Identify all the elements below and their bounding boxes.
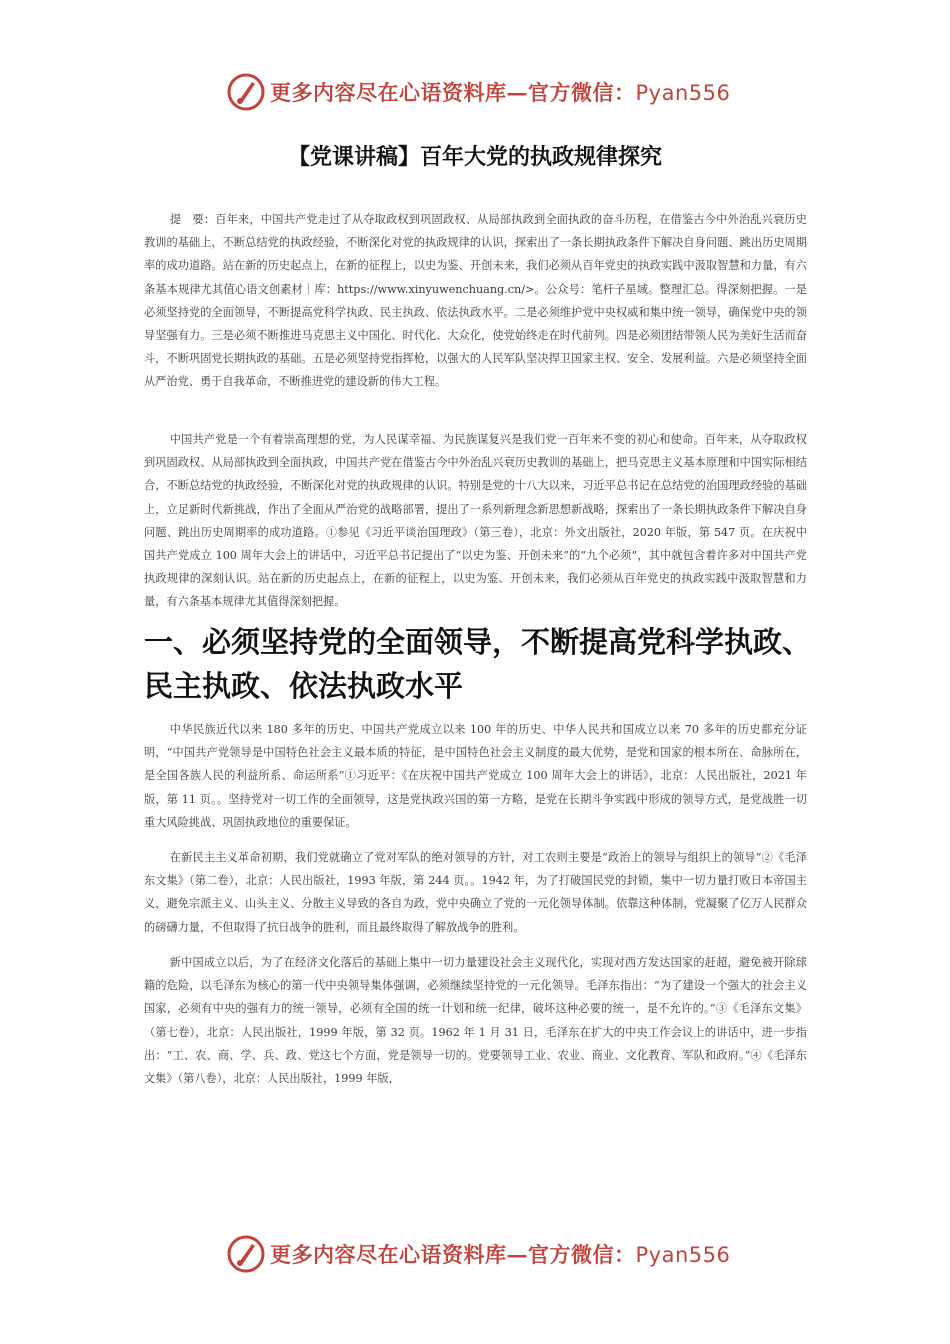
section1-paragraph-3: 新中国成立以后，为了在经济文化落后的基础上集中一切力量建设社会主义现代化，实现对西方发达国家的赶超，避免被开除球籍的危险，以毛泽东为核心的第一代中央领导集体强调，必须继续坚持党的一元化领导。毛泽东指出：“为了建设一个强大的社会主义国家，必须有中央的强有力的统一领导，必须有全国的统一计划和统一纪律，破坏这种必要的统一，是不允许的。”③《毛泽东文集》（第七卷），北京：人民出版社，1999 年版，第 32 页。1962 年 1 月 31 日，毛泽东在扩大的中央工作会议上的讲话中，进一步指出：“工、农、商、学、兵、政、党这七个方面，党是领导一切的。党要领导工业、农业、商业、文化教育、军队和政府。”④《毛泽东文集》（第八卷），北京：人民出版社，1999 年版， [144,956,807,1086]
intro-paragraph: 中国共产党是一个有着崇高理想的党，为人民谋幸福、为民族谋复兴是我们党一百年来不变的初心和使命。百年来，从夺取政权到巩固政权、从局部执政到全面执政，中国共产党在借鉴古今中外治乱兴衰历史教训的基础上，把马克思主义基本原理和中国实际相结合，不断总结党的执政经验，不断深化对党的执政规律的认识。特别是党的十八大以来，习近平总书记在总结党的治国理政经验的基础上，立足新时代新挑战，作出了全面从严治党的战略部署，提出了一系列新理念新思想新战略，探索出了一条长期执政条件下解决自身问题、跳出历史周期率的成功道路。①参见《习近平谈治国理政》（第三卷），北京：外文出版社，2020 年版，第 547 页。在庆祝中国共产党成立 100 周年大会上的讲话中，习近平总书记提出了“以史为鉴、开创未来”的“九个必须”，其中就包含着许多对中国共产党执政规律的深刻认识。站在新的历史起点上，在新的征程上，以史为鉴、开创未来，我们必须从百年党史的执政实践中汲取智慧和力量，有六条基本规律尤其值得深刻把握。 [144,433,807,609]
section1-paragraph-1: 中华民族近代以来 180 多年的历史、中国共产党成立以来 100 年的历史、中华人民共和国成立以来 70 多年的历史都充分证明，“中国共产党领导是中国特色社会主义最本质的特征，是中国特色社会主义制度的最大优势，是党和国家的根本所在、命脉所在，是全国各族人民的利益所系、命运所系”①习近平：《在庆祝中国共产党成立 100 周年大会上的讲话》，北京：人民出版社，2021 年版，第 11 页。。坚持党对一切工作的全面领导，这是党执政兴国的第一方略，是党在长期斗争实践中形成的领导方式，是党战胜一切重大风险挑战、巩固执政地位的重要保证。 [144,723,807,829]
section1-paragraph-2: 在新民主主义革命初期，我们党就确立了党对军队的绝对领导的方针，对工农则主要是“政治上的领导与组织上的领导”②《毛泽东文集》（第二卷），北京：人民出版社，1993 年版，第 244 页。。1942 年，为了打破国民党的封锁，集中一切力量打败日本帝国主义，避免宗派主义、山头主义、分散主义导致的各自为政，党中央确立了党的一元化领导体制。依靠这种体制，党凝聚了亿万人民群众的磅礴力量，不但取得了抗日战争的胜利，而且最终取得了解放战争的胜利。 [144,851,807,934]
header-banner [0,70,950,114]
writing-brush-logo-icon [226,72,266,112]
banner-text: 更多内容尽在心语资料库—官方微信：Pyan556 [270,1242,731,1267]
footer-banner [0,1232,950,1276]
banner-text: 更多内容尽在心语资料库—官方微信：Pyan556 [270,80,731,105]
abstract-paragraph: 提 要：百年来，中国共产党走过了从夺取政权到巩固政权、从局部执政到全面执政的奋斗历程，在借鉴古今中外治乱兴衰历史教训的基础上，不断总结党的执政经验，不断深化对党的执政规律的认识，探索出了一条长期执政条件下解决自身问题、跳出历史周期率的成功道路。站在新的历史起点上，在新的征程上，以史为鉴、开创未来，我们必须从百年党史的执政实践中汲取智慧和力量，有六条基本规律尤其值心语文创素材｜库：https://www.xinyuwenchuang.cn/>。公众号：笔杆子星域。整理汇总。得深刻把握。一是必须坚持党的全面领导，不断提高党科学执政、民主执政、依法执政水平。二是必须维护党中央权威和集中统一领导，确保党中央的领导坚强有力。三是必须不断推进马克思主义中国化、时代化、大众化，使党始终走在时代前列。四是必须团结带领人民为美好生活而奋斗，不断巩固党长期执政的基础。五是必须坚持党指挥枪，以强大的人民军队坚决捍卫国家主权、安全、发展利益。六是必须坚持全面从严治党、勇于自我革命，不断推进党的建设新的伟大工程。 [144,213,807,389]
writing-brush-logo-icon [226,1234,266,1274]
document-title: 【党课讲稿】百年大党的执政规律探究 [287,145,662,170]
section-heading-1: 一、必须坚持党的全面领导，不断提高党科学执政、民主执政、依法执政水平 [144,625,812,703]
